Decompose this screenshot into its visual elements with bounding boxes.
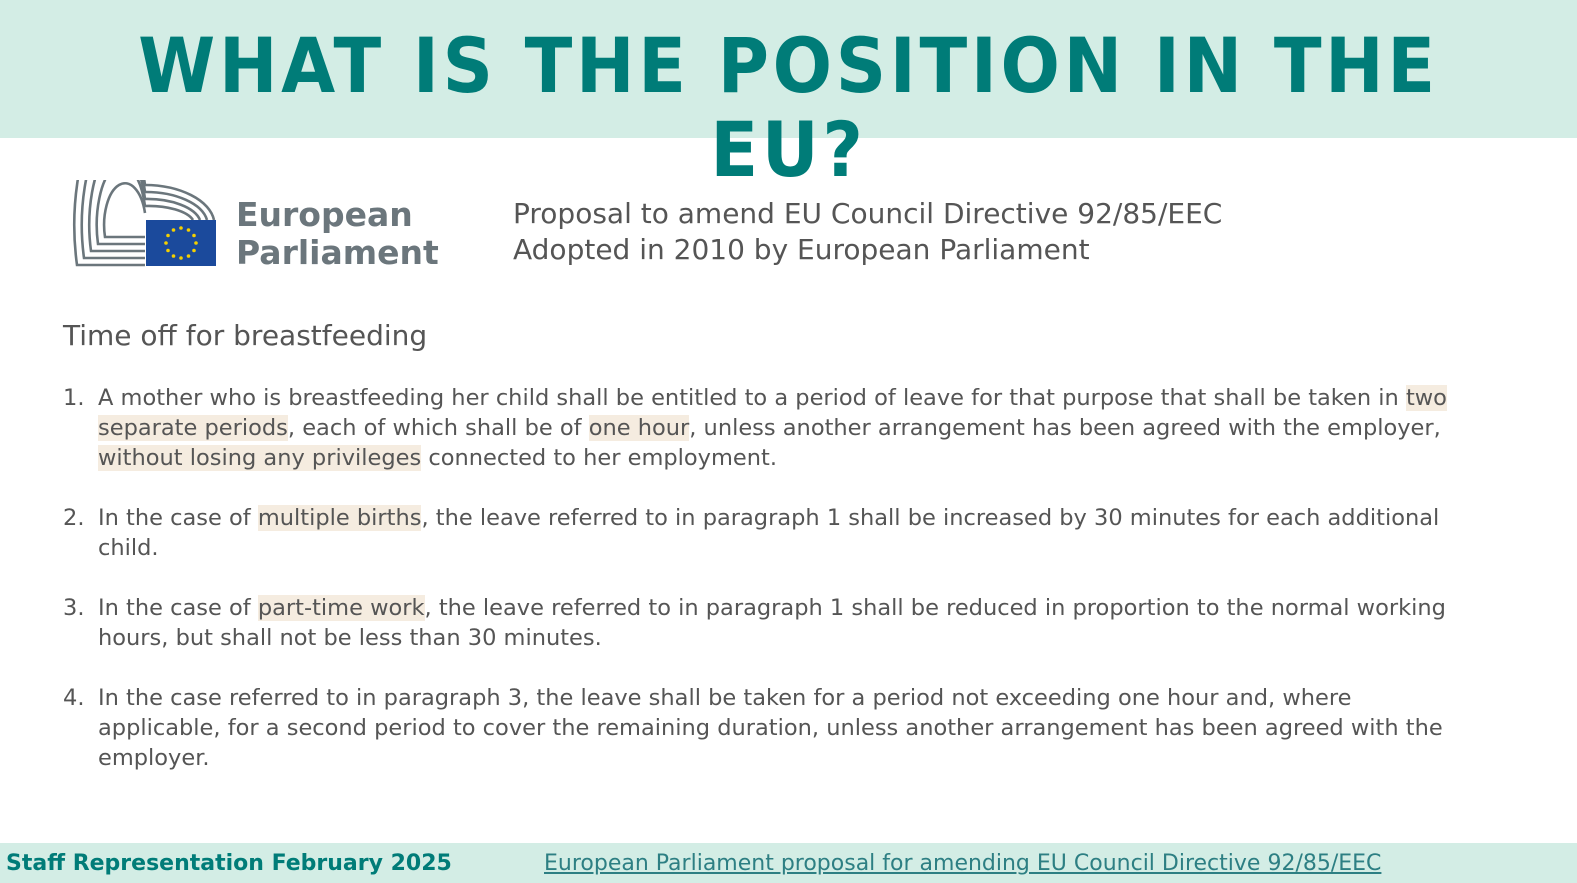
proposal-line-2: Adopted in 2010 by European Parliament xyxy=(513,233,1090,266)
text-run: , the leave referred to in paragraph 1 shall be reduced in proportion to the normal working hours, but shall not be less than 30 minutes. xyxy=(98,595,1446,651)
section-title: Time off for breastfeeding xyxy=(63,319,428,352)
eu-star-icon xyxy=(192,234,196,238)
eu-star-icon xyxy=(187,228,191,232)
text-run: In the case of xyxy=(98,595,258,621)
item-number: 2. xyxy=(63,505,85,531)
eu-star-icon xyxy=(166,234,170,238)
eu-star-icon xyxy=(172,254,176,258)
text-run: In the case of xyxy=(98,505,258,531)
eu-star-icon xyxy=(166,249,170,253)
item-text xyxy=(98,503,1463,563)
provisions-list xyxy=(63,383,1463,773)
text-run: , unless another arrangement has been agreed with the employer, xyxy=(689,415,1441,441)
list-item xyxy=(63,593,1463,653)
european-parliament-wordmark xyxy=(236,196,439,272)
text-run: In the case referred to in paragraph 3, the leave shall be taken for a period not exceeding one hour and, where applicable, for a second period to cover the remaining duration, unless another arrangement has been agreed with the employer. xyxy=(98,685,1443,771)
highlighted-term: part-time work xyxy=(257,595,425,621)
title-banner xyxy=(0,0,1577,194)
highlighted-term: without losing any privileges xyxy=(98,445,422,471)
highlighted-term: one hour xyxy=(588,415,690,441)
eu-star-icon xyxy=(194,241,198,245)
list-item xyxy=(63,683,1463,773)
highlighted-term: multiple births xyxy=(257,505,422,531)
footer-bar xyxy=(0,843,1577,883)
item-number: 1. xyxy=(63,385,85,411)
eu-star-icon xyxy=(179,226,183,230)
eu-star-icon xyxy=(192,249,196,253)
eu-star-icon xyxy=(164,241,168,245)
footer-staff-label: Staff Representation February 2025 xyxy=(6,851,452,876)
item-text xyxy=(98,383,1463,473)
logo-line-2: Parliament xyxy=(236,233,439,272)
proposal-info xyxy=(513,196,1222,268)
item-number: 4. xyxy=(63,685,85,711)
text-run: connected to her employment. xyxy=(421,445,777,471)
text-run: , each of which shall be of xyxy=(287,415,589,441)
list-item xyxy=(63,503,1463,563)
eu-star-icon xyxy=(179,256,183,260)
item-number: 3. xyxy=(63,595,85,621)
logo-line-1: European xyxy=(236,195,413,234)
list-item xyxy=(63,383,1463,473)
european-parliament-logo-icon xyxy=(62,180,218,270)
item-text xyxy=(98,683,1463,773)
eu-star-icon xyxy=(187,254,191,258)
text-run: A mother who is breastfeeding her child shall be entitled to a period of leave for that purpose that shall be taken in xyxy=(98,385,1406,411)
page-title: WHAT IS THE POSITION IN THE EU? xyxy=(138,21,1439,194)
proposal-line-1: Proposal to amend EU Council Directive 92/85/EEC xyxy=(513,197,1223,230)
item-text xyxy=(98,593,1463,653)
directive-proposal-link[interactable]: European Parliament proposal for amending EU Council Directive 92/85/EEC xyxy=(544,851,1382,876)
text-run: , the leave referred to in paragraph 1 shall be increased by 30 minutes for each additional child. xyxy=(98,505,1440,561)
highlighted-term: two separate periods xyxy=(98,385,1447,441)
eu-star-icon xyxy=(172,228,176,232)
